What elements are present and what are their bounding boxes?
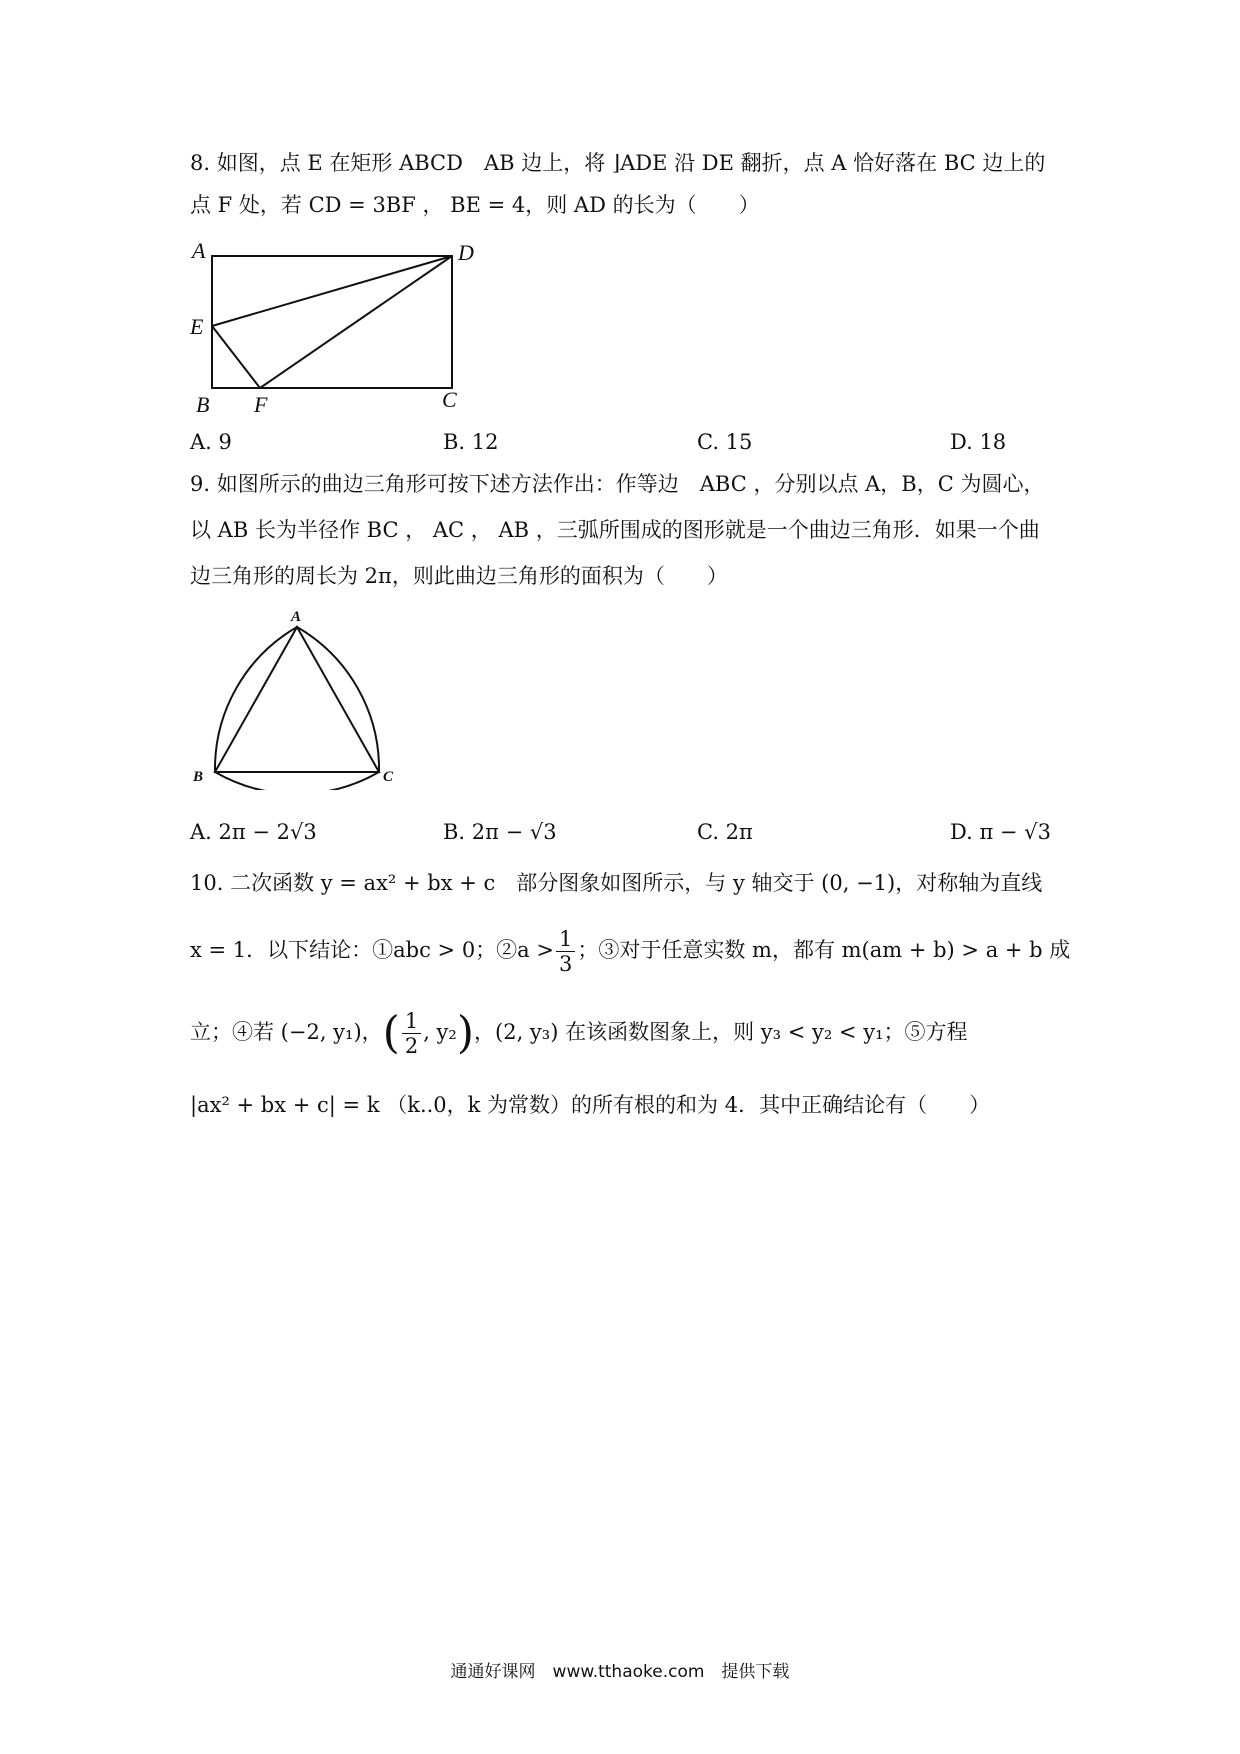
segment-fd [260, 256, 452, 388]
page-footer: 通通好课网 www.tthaoke.com 提供下载 [450, 1662, 790, 1682]
q9-option-b: B. 2π − √3 [443, 820, 557, 844]
fraction-one-half: $\frac{1}{2}$ [402, 1009, 421, 1058]
label-c: C [442, 387, 457, 412]
q10-line2-part-a: x = 1．以下结论：①abc > 0；②a > [190, 938, 554, 962]
label-a: A [192, 238, 206, 263]
q8-option-d: D. 18 [950, 430, 1007, 454]
q9-stem-line2: 以 AB 长为半径作 BC ， AC ， AB ，三弧所围成的图形就是一个曲边三角形．如果一个曲 [190, 518, 1040, 542]
label-d: D [458, 240, 474, 265]
q8-stem-line1: 8. 如图，点 E 在矩形 ABCD AB 边上，将 ⌋ADE 沿 DE 翻折，点 A 恰好落在 BC 边上的 [190, 151, 1046, 175]
q9-stem-line1: 9. 如图所示的曲边三角形可按下述方法作出：作等边 ABC ，分别以点 A，B，C 为圆心， [190, 472, 1045, 496]
q9-option-a: A. 2π − 2√3 [190, 820, 317, 844]
fraction-one-third: $\frac{1}{3}$ [556, 927, 575, 976]
q10-line3-part-b: ，(2, y₃) 在该函数图象上，则 y₃ < y₂ < y₁；⑤方程 [474, 1020, 968, 1044]
q9-stem-line3: 边三角形的周长为 2π，则此曲边三角形的面积为（ ） [190, 564, 728, 588]
arc-bc [215, 772, 379, 790]
q10-stem-line2 [190, 920, 1070, 980]
label-b: B [193, 769, 204, 785]
q8-stem-line2: 点 F 处，若 CD = 3BF ， BE = 4，则 AD 的长为（ ） [190, 193, 760, 217]
q8-option-a: A. 9 [190, 430, 232, 454]
q8-rectangle-figure [180, 232, 480, 420]
q8-option-c: C. 15 [697, 430, 753, 454]
label-e: E [190, 314, 204, 339]
triangle-abc [215, 627, 379, 772]
q10-stem-line4: |ax² + bx + c| = k （k..0，k 为常数）的所有根的和为 4．其中正确结论有（ ） [190, 1093, 991, 1117]
q10-stem-line1: 10. 二次函数 y = ax² + bx + c 部分图象如图所示，与 y 轴交于 (0, −1)，对称轴为直线 [190, 871, 1043, 895]
q10-stem-line3: 立；④若 (−2, y₁)，( $\frac{1}{2}$ , y₂)，(2, y₃) 在该函数图象上，则 y₃ < y₂ < y₁；⑤方程 [190, 1007, 968, 1059]
label-a: A [291, 609, 302, 625]
q10-line2-part-b: ；③对于任意实数 m，都有 m(am + b) > a + b 成 [577, 938, 1071, 962]
q9-option-c: C. 2π [697, 820, 753, 844]
label-b: B [196, 392, 210, 417]
label-c: C [383, 769, 394, 785]
q8-option-b: B. 12 [443, 430, 499, 454]
segment-ef [212, 326, 260, 388]
segment-ed [212, 256, 452, 326]
q9-option-d: D. π − √3 [950, 820, 1051, 844]
label-f: F [254, 392, 268, 417]
q9-curved-triangle-figure [185, 605, 405, 790]
q10-line3-part-a: 立；④若 (−2, y₁)， [190, 1020, 383, 1044]
rect-abcd [212, 256, 452, 388]
